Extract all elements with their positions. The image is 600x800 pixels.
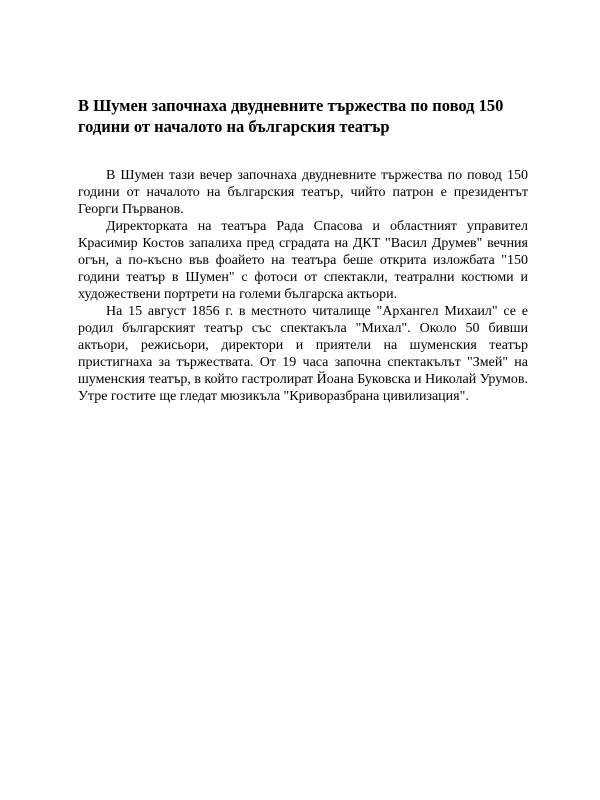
document-page — [78, 95, 528, 405]
article-title: В Шумен започнаха двудневните тържества по повод 150 години от началото на българския театър — [78, 96, 504, 136]
article-paragraph-1: В Шумен тази вечер започнаха двудневните тържества по повод 150 години от началото на българския театър, чийто патрон е президентът Георги Първанов. — [78, 168, 528, 217]
article-paragraph-2: Директорката на театъра Рада Спасова и областният управител Красимир Костов запалиха пред сградата на ДКТ "Васил Друмев" вечния огън, а по-късно във фоайето на театъра беше открита изложбата "150 години театър в Шумен" с фотоси от спектакли, театрални костюми и художествени портрети на големи българска актьори. — [78, 219, 528, 302]
article-paragraph-3: На 15 август 1856 г. в местното читалище "Архангел Михаил" се е родил българският театър със спектакъла "Михал". Около 50 бивши актьори, режисьори, директори и приятели на шуменския театър пристигнаха за тържествата. От 19 часа започна спектакълът "Змей" на шуменския театър, в който гастролират Йоана Буковска и Николай Урумов. Утре гостите ще гледат мюзикъла "Криворазбрана цивилизация". — [78, 304, 529, 404]
